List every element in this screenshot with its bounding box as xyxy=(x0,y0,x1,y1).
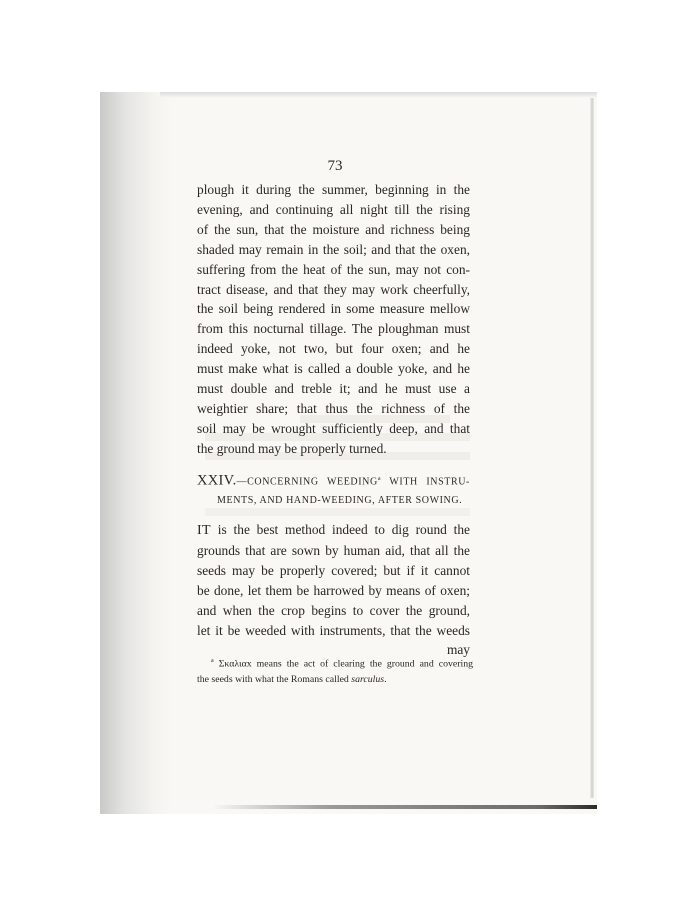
text-line: let it be weeded with instruments, that the weeds xyxy=(197,622,470,638)
text-line: the ground may be properly turned. xyxy=(197,440,387,456)
text-line: of the sun, that the moisture and richness being xyxy=(197,221,470,237)
text-line: the soil being rendered in some measure mellow xyxy=(197,301,470,317)
text-line: evening, and continuing all night till the rising xyxy=(197,201,470,217)
text-line: plough it during the summer, beginning in the xyxy=(197,182,470,197)
footnote-line xyxy=(197,654,473,672)
page-right-edge xyxy=(590,98,594,798)
page-number: 73 xyxy=(327,158,343,174)
text-line: and when the crop begins to cover the ground, xyxy=(197,602,470,618)
text-line: seeds may be properly covered; but if it cannot xyxy=(197,562,470,578)
chapter-heading xyxy=(197,470,470,510)
footnote xyxy=(197,654,473,687)
heading-text: —CONCERNING WEEDING xyxy=(236,476,378,488)
paragraph-1 xyxy=(197,180,470,459)
footnote-line xyxy=(197,672,473,688)
page-top-shadow xyxy=(160,92,597,98)
footnote-ref: a xyxy=(377,476,382,482)
text-line: shaded may remain in the soil; and that the oxen, xyxy=(197,241,470,257)
greek-term: Σκαλιαx xyxy=(218,658,252,670)
text-run: . xyxy=(384,673,387,685)
heading-line-1 xyxy=(197,470,470,491)
text-line: be done, let them be harrowed by means of oxen; xyxy=(197,582,470,598)
heading-text: WITH INSTRU- xyxy=(381,476,470,488)
chapter-numeral: XXIV. xyxy=(197,472,237,489)
latin-term: sarculus xyxy=(351,673,385,685)
text-line: grounds that are sown by human aid, that all the xyxy=(197,542,470,558)
page-gutter-shadow xyxy=(100,92,172,814)
text-run: is the best method indeed to dig round the xyxy=(211,522,470,537)
text-line: weightier share; that thus the richness of the xyxy=(197,400,470,416)
text-line: must double and treble it; and he must use a xyxy=(197,381,470,397)
catchword: may xyxy=(446,642,470,658)
text-line: suffering from the heat of the sun, may not con- xyxy=(197,261,470,277)
text-line: from this nocturnal tillage. The ploughman must xyxy=(197,321,470,337)
text-run: means the act of clearing the ground and covering xyxy=(251,658,474,670)
heading-line-2: MENTS, AND HAND-WEEDING, AFTER SOWING. xyxy=(217,495,463,507)
text-line: tract disease, and that they may work cheerfully, xyxy=(197,281,470,297)
page-bottom-edge xyxy=(215,805,597,809)
footnote-mark: a xyxy=(211,658,214,664)
text-line: must make what is called a double yoke, and he xyxy=(197,361,470,377)
text-line xyxy=(197,520,470,541)
text-run: the seeds with what the Romans called xyxy=(197,673,352,685)
text-line: indeed yoke, not two, but four oxen; and he xyxy=(197,341,470,357)
text-line: soil may be wrought sufficiently deep, and that xyxy=(197,420,470,436)
initial-letters: IT xyxy=(197,523,212,538)
paragraph-2 xyxy=(197,520,470,660)
